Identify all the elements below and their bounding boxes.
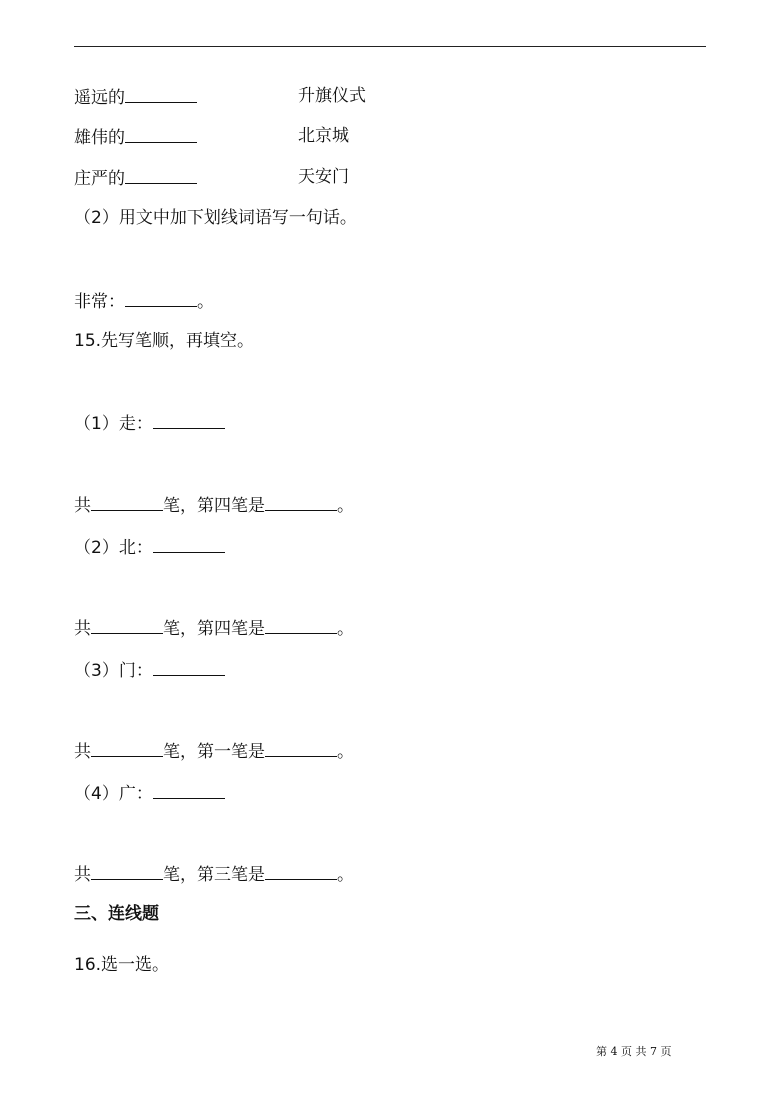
pair-right: 北京城: [298, 126, 349, 146]
pair-left: 庄严的: [74, 169, 125, 189]
item-4-count-row: [74, 862, 354, 886]
stroke-text: 笔，第三笔是: [163, 865, 265, 885]
count-prefix: 共: [74, 865, 91, 885]
item-1-count-row: [74, 493, 354, 517]
answer-blank[interactable]: [265, 739, 337, 757]
section-heading: 三、连线题: [74, 904, 159, 924]
item-label: （1）走：: [74, 414, 153, 434]
item-1-label-row: [74, 411, 225, 435]
pair-left: 雄伟的: [74, 128, 125, 148]
answer-blank[interactable]: [125, 125, 197, 143]
answer-blank[interactable]: [91, 862, 163, 880]
count-prefix: 共: [74, 496, 91, 516]
answer-blank[interactable]: [91, 493, 163, 511]
stroke-text: 笔，第一笔是: [163, 742, 265, 762]
count-prefix: 共: [74, 619, 91, 639]
pair-left: 遥远的: [74, 88, 125, 108]
period: 。: [337, 619, 354, 639]
period: 。: [337, 496, 354, 516]
period: 。: [337, 742, 354, 762]
item-3-count-row: [74, 739, 354, 763]
answer-blank[interactable]: [125, 166, 197, 184]
pair-right: 升旗仪式: [298, 86, 366, 106]
answer-blank[interactable]: [91, 739, 163, 757]
pair-right: 天安门: [298, 167, 349, 187]
pair-row-2: [74, 125, 349, 149]
answer-blank[interactable]: [153, 658, 225, 676]
question-16: 16.选一选。: [74, 955, 170, 975]
answer-blank[interactable]: [265, 493, 337, 511]
question-15: 15.先写笔顺，再填空。: [74, 331, 255, 351]
stroke-text: 笔，第四笔是: [163, 496, 265, 516]
answer-blank[interactable]: [265, 862, 337, 880]
answer-blank[interactable]: [153, 781, 225, 799]
answer-blank[interactable]: [265, 616, 337, 634]
page-footer: 第 4 页 共 7 页: [596, 1045, 672, 1058]
feichang-row: [74, 289, 214, 313]
stroke-text: 笔，第四笔是: [163, 619, 265, 639]
pair-row-3: [74, 166, 349, 190]
feichang-label: 非常：: [74, 292, 125, 312]
period: 。: [197, 292, 214, 312]
item-2-label-row: [74, 535, 225, 559]
count-prefix: 共: [74, 742, 91, 762]
answer-blank[interactable]: [125, 289, 197, 307]
item-label: （4）广：: [74, 784, 153, 804]
item-label: （3）门：: [74, 661, 153, 681]
answer-blank[interactable]: [125, 85, 197, 103]
question-14-2: （2）用文中加下划线词语写一句话。: [74, 208, 357, 228]
item-label: （2）北：: [74, 538, 153, 558]
header-rule: [74, 46, 706, 47]
item-4-label-row: [74, 781, 225, 805]
answer-blank[interactable]: [153, 535, 225, 553]
pair-row-1: [74, 85, 366, 109]
answer-blank[interactable]: [91, 616, 163, 634]
answer-blank[interactable]: [153, 411, 225, 429]
item-2-count-row: [74, 616, 354, 640]
item-3-label-row: [74, 658, 225, 682]
period: 。: [337, 865, 354, 885]
